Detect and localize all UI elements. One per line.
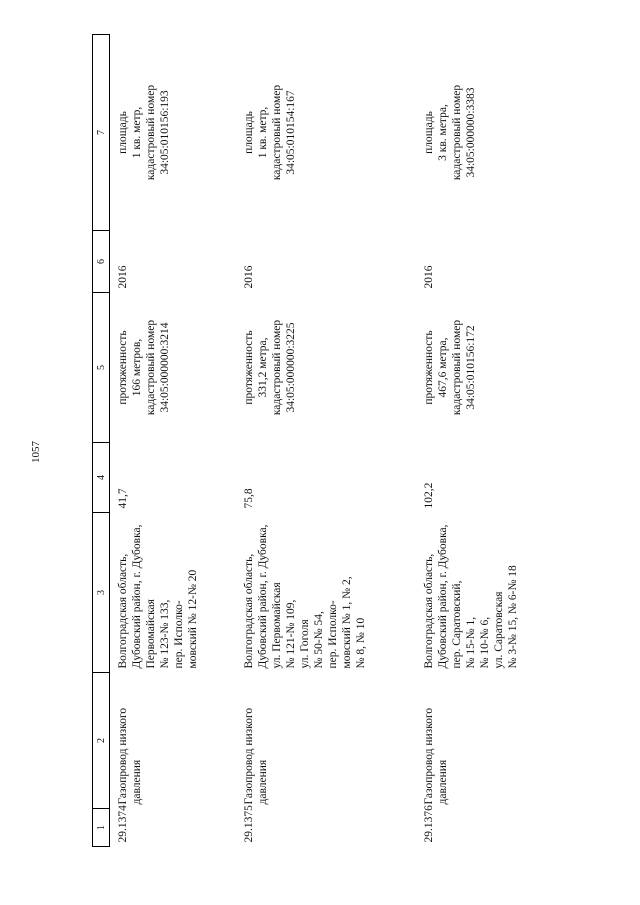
row-name: Газопровод низкого давления	[243, 707, 269, 805]
table-row	[110, 35, 237, 847]
row-value: 102,2	[423, 482, 435, 509]
row-year: 2016	[243, 265, 255, 289]
header-col-6: 6	[93, 231, 110, 293]
header-col-7: 7	[93, 35, 110, 231]
row-id: 29.1376	[423, 805, 435, 843]
row-name: Газопровод низкого давления	[117, 707, 143, 805]
row-id: 29.1374	[117, 805, 129, 843]
header-col-1: 1	[93, 809, 110, 847]
row-address: Волгоградская область, Дубовский район, г. Дубовка, ул. Первомайская № 121-№ 109, ул. Гоголя № 50-№ 54, пер. Исполко- мовский № 1, № 2, № 8, № 10	[243, 524, 367, 669]
row-id: 29.1375	[243, 805, 255, 843]
row-year: 2016	[117, 265, 129, 289]
row-address: Волгоградская область, Дубовский район, г. Дубовка, пер. Саратовский, № 15-№ 1, № 10-№ 6, ул. Саратовская № 3-№ 15, № 6-№ 18	[423, 524, 519, 669]
row-area: площадь 1 кв. метр, кадастровый номер 34:05:010154:167	[243, 84, 297, 181]
row-characteristics: протяженность 467,6 метра, кадастровый номер 34:05:010156:172	[423, 319, 477, 416]
row-year: 2016	[423, 265, 435, 289]
table-row	[236, 35, 416, 847]
row-area: площадь 3 кв. метра, кадастровый номер 34:05:000000:3383	[423, 84, 477, 181]
header-col-5: 5	[93, 293, 110, 443]
row-value: 41,7	[117, 488, 129, 509]
row-name: Газопровод низкого давления	[423, 707, 449, 805]
row-address: Волгоградская область, Дубовский район, г. Дубовка, Первомайская № 123-№ 133, пер. Исполко- мовский № 12-№ 20	[117, 524, 199, 669]
header-col-3: 3	[93, 513, 110, 673]
table-row	[416, 35, 618, 847]
page-number: 1057	[30, 441, 42, 463]
registry-table	[92, 34, 618, 847]
row-area: площадь 1 кв. метр, кадастровый номер 34:05:010156:193	[117, 84, 171, 181]
header-row	[93, 35, 110, 847]
header-col-4: 4	[93, 443, 110, 513]
row-characteristics: протяженность 331,2 метра, кадастровый номер 34:05:000000:3225	[243, 319, 297, 416]
row-characteristics: протяженность 166 метров, кадастровый номер 34:05:000000:3214	[117, 319, 171, 416]
header-col-2: 2	[93, 673, 110, 809]
row-value: 75,8	[243, 488, 255, 509]
registry-table-rotated	[92, 35, 602, 847]
